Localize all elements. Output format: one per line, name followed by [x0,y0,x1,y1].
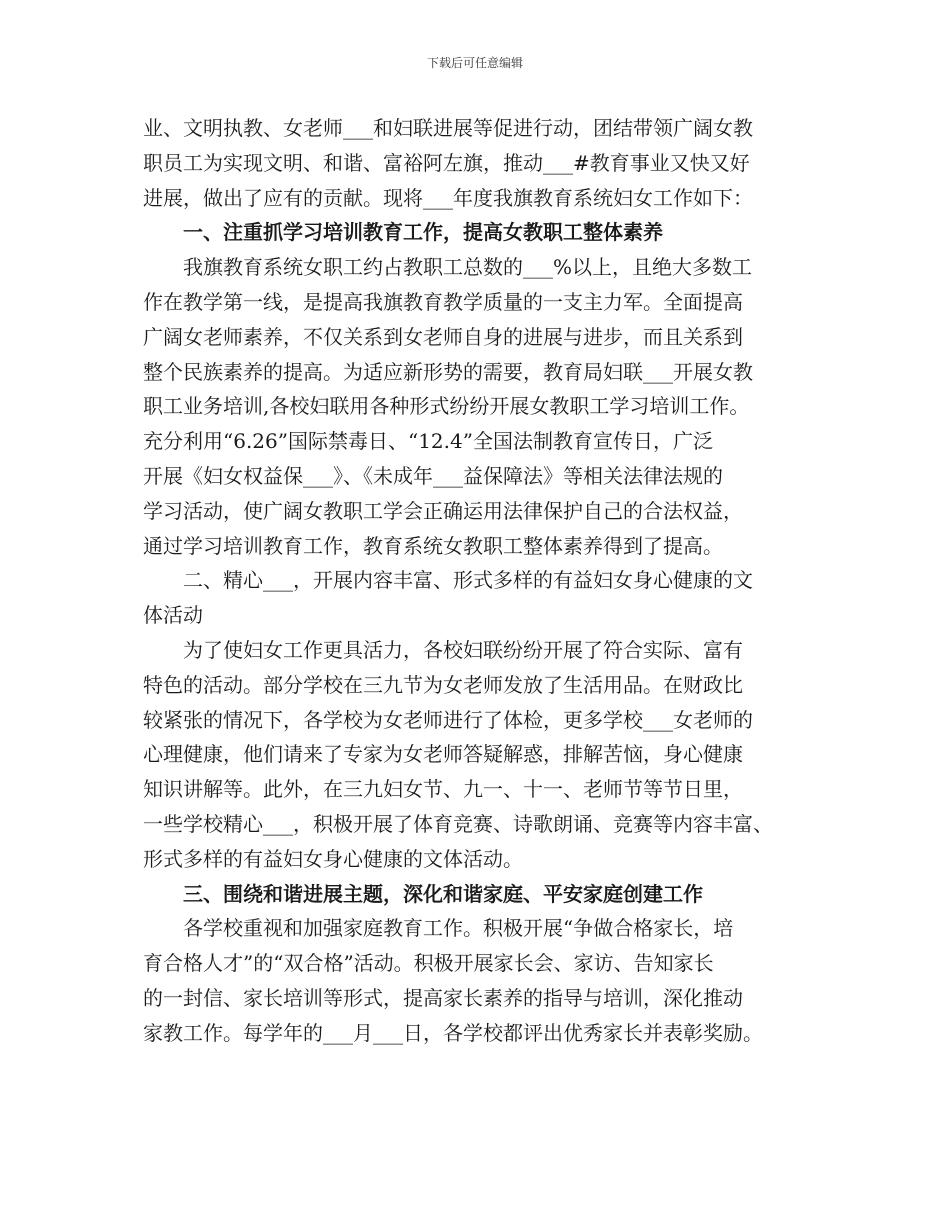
paragraph-line: 知识讲解等。此外，在三九妇女节、九一、十一、老师节等节日里， [143,777,743,802]
paragraph-line: 较紧张的情况下，各学校为女老师进行了体检，更多学校___女老师的 [143,707,753,732]
paragraph-line: 开展《妇女权益保___》、《未成年___益保障法》等相关法律法规的 [143,463,723,488]
paragraph-line: 育合格人才”的“双合格”活动。积极开展家长会、家访、告知家长 [143,951,714,976]
paragraph-line: 家教工作。每学年的___月___日，各学校都评出优秀家长并表彰奖励。 [143,1020,763,1045]
paragraph-line: 职员工为实现文明、和谐、富裕阿左旗，推动___#教育事业又快又好 [143,150,750,175]
paragraph-line: 通过学习培训教育工作，教育系统女教职工整体素养得到了提高。 [143,533,723,558]
paragraph-line: 二、精心___，开展内容丰富、形式多样的有益妇女身心健康的文 [183,568,753,593]
paragraph-line: 作在教学第一线，是提高我旗教育教学质量的一支主力军。全面提高 [143,289,743,314]
paragraph-line: 进展，做出了应有的贡献。现将___年度我旗教育系统妇女工作如下： [143,185,753,210]
paragraph-line: 的一封信、家长培训等形式，提高家长素养的指导与培训，深化推动 [143,985,743,1010]
page-header: 下载后可任意编辑 [426,56,523,70]
section-heading: 三、围绕和谐进展主题，深化和谐家庭、平安家庭创建工作 [183,881,703,906]
document-body [143,111,823,1051]
paragraph-line: 形式多样的有益妇女身心健康的文体活动。 [143,846,523,871]
paragraph-line: 心理健康，他们请来了专家为女老师答疑解惑，排解苦恼，身心健康 [143,742,743,767]
paragraph-line: 业、文明执教、女老师___和妇联进展等促进行动，团结带领广阔女教 [143,116,753,140]
paragraph-line: 职工业务培训,各校妇联用各种形式纷纷开展女教职工学习培训工作。 [143,394,750,419]
paragraph-line: 广阔女老师素养，不仅关系到女老师自身的进展与进步，而且关系到 [143,324,743,349]
paragraph-line: 整个民族素养的提高。为适应新形势的需要，教育局妇联___开展女教 [143,359,753,384]
paragraph-line: 学习活动，使广阔女教职工学会正确运用法律保护自己的合法权益， [143,498,743,523]
paragraph-line: 体活动 [143,603,203,628]
paragraph-line: 一些学校精心___，积极开展了体育竞赛、诗歌朗诵、竞赛等内容丰富、 [143,811,773,836]
paragraph-line: 我旗教育系统女职工约占教职工总数的___%以上，且绝大多数工 [183,255,753,280]
paragraph-line: 特色的活动。部分学校在三九节为女老师发放了生活用品。在财政比 [143,672,743,697]
section-heading: 一、注重抓学习培训教育工作，提高女教职工整体素养 [183,220,663,245]
paragraph-line: 各学校重视和加强家庭教育工作。积极开展“争做合格家长，培 [183,916,734,941]
paragraph-line: 为了使妇女工作更具活力，各校妇联纷纷开展了符合实际、富有 [183,637,743,662]
paragraph-line: 充分利用“6.26”国际禁毒日、“12.4”全国法制教育宣传日，广泛 [143,429,713,454]
